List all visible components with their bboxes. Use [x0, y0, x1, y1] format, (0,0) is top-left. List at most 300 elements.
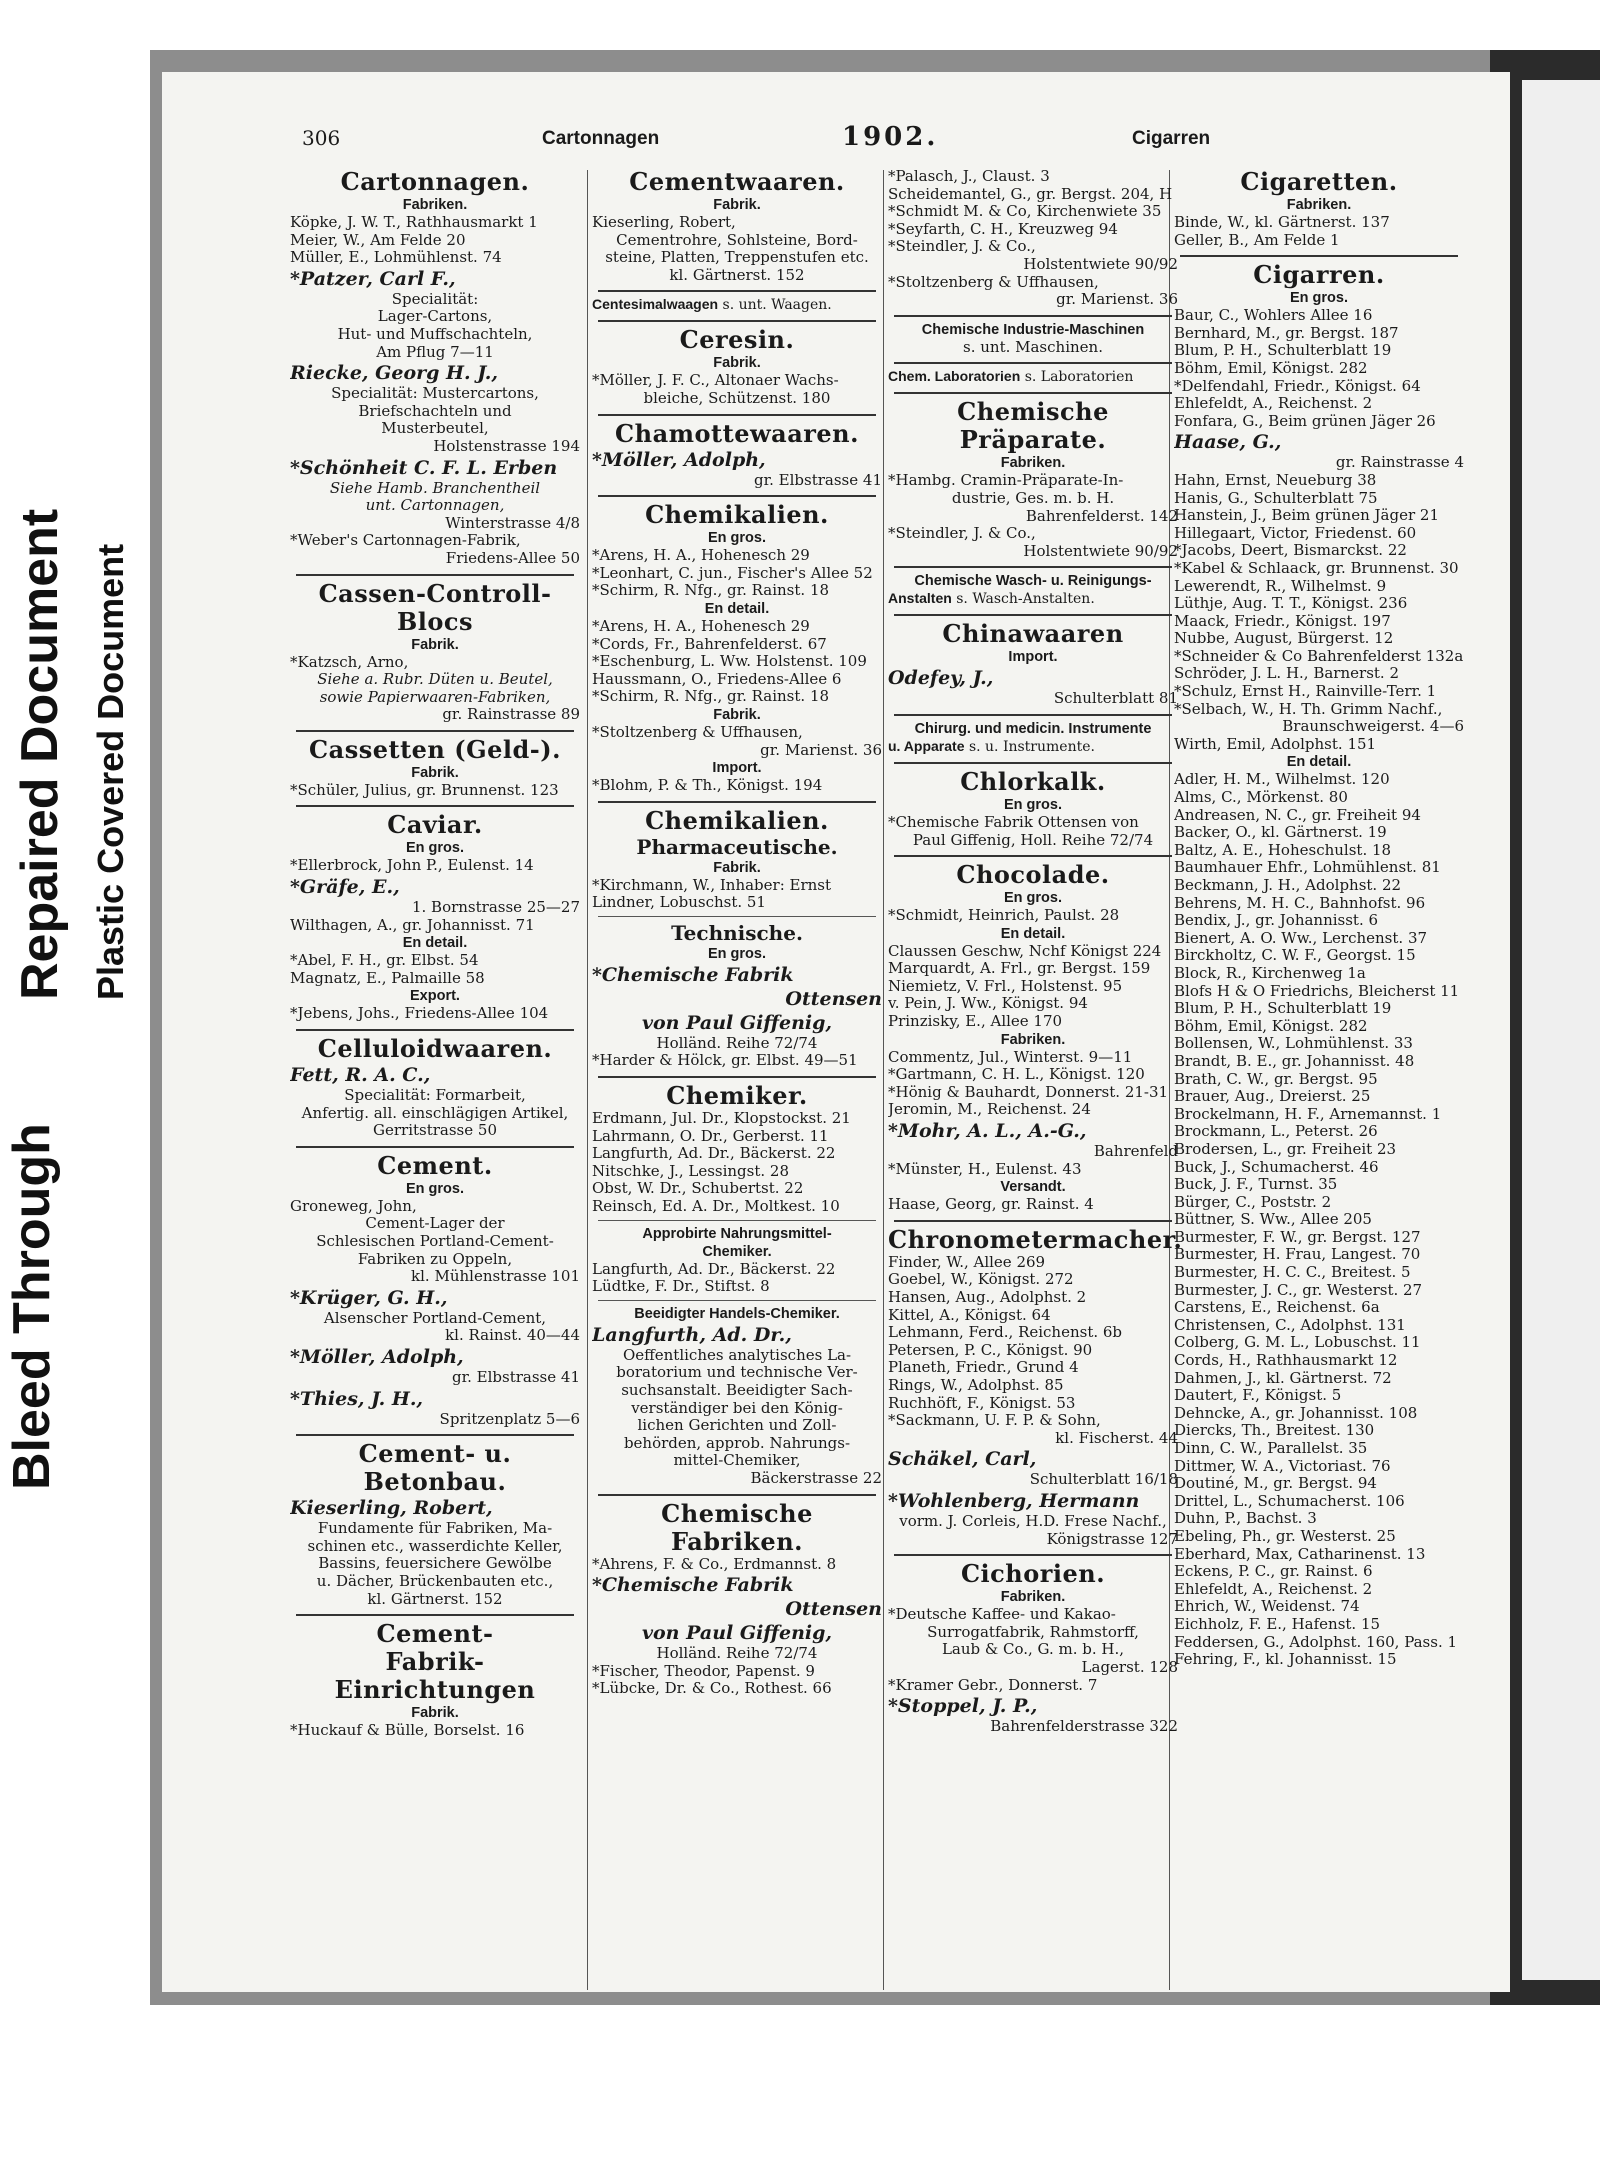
listing-entry: Müller, E., Lohmühlenst. 74 [290, 249, 502, 267]
subheading: Fabrik. [411, 1705, 459, 1722]
section-rule [598, 320, 876, 322]
listing-entry: Hanstein, J., Beim grünen Jäger 21 [1174, 507, 1439, 525]
subheading: En detail. [1000, 925, 1066, 942]
listing-entry: Bienert, A. O. Ww., Lerchenst. 37 [1174, 929, 1428, 947]
listing-entry: Magnatz, E., Palmaille 58 [290, 969, 485, 987]
listing-entry: Ehlefeldt, A., Reichenst. 2 [1174, 395, 1373, 413]
subheading: En gros. [1289, 290, 1348, 307]
listing-entry: Doutiné, M., gr. Bergst. 94 [1174, 1475, 1377, 1493]
listing-entry: Geller, B., Am Felde 1 [1174, 231, 1340, 249]
listing-entry: *Ellerbrock, John P., Eulenst. 14 [290, 857, 534, 875]
listing-entry: Reinsch, Ed. A. Dr., Moltkest. 10 [592, 1198, 840, 1216]
featured-entry: *Krüger, G. H., [290, 1286, 448, 1309]
listing-entry: Brodersen, L., gr. Freiheit 23 [1174, 1140, 1397, 1158]
listing-entry: Andreasen, N. C., gr. Freiheit 94 [1174, 806, 1421, 824]
section-title: Cartonnagen. [340, 167, 530, 196]
listing-detail: schinen etc., wasserdichte Keller, [307, 1537, 563, 1555]
side-annotation [0, 0, 150, 2000]
listing-entry: *Blohm, P. & Th., Königst. 194 [592, 777, 823, 795]
subheading: Fabriken. [1000, 1589, 1066, 1606]
featured-entry: *Thies, J. H., [290, 1387, 424, 1410]
listing-entry: Cords, H., Rathhausmarkt 12 [1174, 1352, 1398, 1370]
subheading: Fabriken. [1000, 455, 1066, 472]
listing-entry: Christensen, C., Adolphst. 131 [1174, 1316, 1406, 1334]
listing-entry: *Kirchmann, W., Inhaber: Ernst [592, 876, 832, 894]
listing-address: Holstenstrasse 194 [433, 437, 580, 455]
subheading: Fabrik. [713, 197, 761, 213]
listing-detail: verständiger bei den König- [631, 1399, 843, 1417]
listing-note: Siehe a. Rubr. Düten u. Beutel, [317, 671, 553, 689]
listing-entry: Eichholz, F. E., Hafenst. 15 [1174, 1615, 1381, 1633]
section-title: Celluloidwaaren. [317, 1034, 553, 1064]
listing-entry: Carstens, E., Reichenst. 6a [1174, 1299, 1380, 1317]
listing-entry: Langfurth, Ad. Dr., Bäckerst. 22 [592, 1145, 836, 1163]
listing-entry: Jeromin, M., Reichenst. 24 [888, 1101, 1091, 1119]
listing-detail: bleiche, Schützenst. 180 [643, 389, 831, 407]
listing-entry: *Palasch, J., Claust. 3 [888, 168, 1050, 185]
reference-target: s. Laboratorien [1020, 369, 1134, 386]
listing-address: kl. Rainst. 40—44 [445, 1327, 580, 1345]
reference-heading: Anstalten [888, 590, 952, 607]
subheading: En gros. [405, 840, 464, 857]
featured-entry: *Mohr, A. L., A.-G., [888, 1120, 1087, 1143]
subheading: En gros. [1003, 890, 1062, 907]
subheading: Import. [1008, 649, 1058, 666]
listing-address: Holstentwiete 90/92 [1023, 542, 1178, 560]
column-divider [587, 170, 588, 1990]
subheading: Versandt. [1000, 1179, 1066, 1196]
featured-entry: Kieserling, Robert, [290, 1497, 493, 1520]
listing-entry: Brockelmann, H. F., Arnemannst. 1 [1174, 1105, 1442, 1123]
subheading: Chirurg. und medicin. Instrumente [914, 720, 1152, 737]
listing-entry: Dautert, F., Königst. 5 [1174, 1387, 1342, 1405]
listing-entry: Feddersen, G., Adolphst. 160, Pass. 1 [1174, 1633, 1458, 1651]
listing-detail: dustrie, Ges. m. b. H. [951, 489, 1115, 507]
section-rule [894, 714, 1172, 716]
listing-entry: Ehrich, W., Weidenst. 74 [1174, 1598, 1360, 1616]
section-rule [894, 855, 1172, 857]
listing-entry: *Cords, Fr., Bahrenfelderst. 67 [592, 635, 827, 653]
listing-entry: Nubbe, August, Bürgerst. 12 [1174, 630, 1394, 648]
subsection-rule [598, 916, 876, 917]
listing-address: gr. Elbstrasse 41 [452, 1368, 580, 1386]
subheading: Fabrik. [713, 859, 761, 876]
section-rule [296, 574, 574, 576]
subheading: Import. [712, 760, 762, 777]
listing-address: gr. Elbstrasse 41 [754, 471, 882, 489]
section-rule [598, 1076, 876, 1078]
listing-entry: *Arens, H. A., Hohenesch 29 [592, 547, 810, 565]
listing-detail: boratorium und technische Ver- [616, 1364, 858, 1382]
subheading: Chemische Wasch- u. Reinigungs- [914, 573, 1152, 590]
listing-address: Winterstrasse 4/8 [445, 514, 580, 532]
listing-detail: Schlesischen Portland-Cement- [316, 1233, 554, 1250]
listing-entry: Behrens, M. H. C., Bahnhofst. 96 [1174, 894, 1426, 912]
page-header [162, 122, 1510, 162]
listing-detail: Specialität: Formarbeit, [344, 1087, 526, 1105]
featured-entry: von Paul Giffenig, [641, 1622, 833, 1645]
listing-entry: Dehncke, A., gr. Johannisst. 108 [1174, 1404, 1418, 1422]
section-title: Cement. [377, 1150, 493, 1180]
column-3 [888, 168, 1183, 1736]
listing-entry: *Arens, H. A., Hohenesch 29 [592, 617, 810, 635]
section-title: Caviar. [387, 810, 483, 840]
listing-detail: lichen Gerichten und Zoll- [637, 1417, 837, 1435]
page-number: 306 [302, 126, 341, 150]
listing-entry: Burmester, J. C., gr. Westerst. 27 [1174, 1281, 1423, 1299]
listing-entry: *Seyfarth, C. H., Kreuzweg 94 [888, 220, 1118, 238]
adjacent-page-edge [1522, 80, 1600, 1980]
listing-entry: Wirth, Emil, Adolphst. 151 [1174, 735, 1377, 753]
header-left-keyword: Cartonnagen [542, 128, 660, 149]
reference-heading: u. Apparate [888, 737, 965, 754]
listing-entry: *Schmidt M. & Co, Kirchenwiete 35 [888, 203, 1162, 221]
reference-target: s. u. Instrumente. [964, 738, 1095, 755]
cross-reference [888, 590, 1178, 608]
listing-entry: *Gartmann, C. H. L., Königst. 120 [888, 1066, 1145, 1084]
listing-entry: Diercks, Th., Breitest. 130 [1174, 1422, 1375, 1440]
reference-heading: Centesimalwaagen [592, 296, 719, 313]
section-rule [1180, 255, 1458, 257]
listing-entry: Böhm, Emil, Königst. 282 [1174, 1017, 1368, 1035]
document-page [162, 72, 1510, 1992]
section-title: Fabrik-Einrichtungen [334, 1647, 536, 1705]
listing-entry: *Leonhart, C. jun., Fischer's Allee 52 [592, 564, 873, 582]
column-4 [1174, 168, 1464, 1669]
listing-entry: Ebeling, Ph., gr. Westerst. 25 [1174, 1527, 1396, 1545]
subheading: Chemische Industrie-Maschinen [921, 321, 1145, 338]
listing-entry: Binde, W., kl. Gärtnerst. 137 [1174, 214, 1390, 231]
listing-entry: *Huckauf & Bülle, Borselst. 16 [290, 1722, 525, 1740]
listing-entry: *Katzsch, Arno, [290, 653, 409, 671]
listing-entry: *Münster, H., Eulenst. 43 [888, 1160, 1082, 1178]
listing-entry: *Schneider & Co Bahrenfelderst 132a [1174, 647, 1464, 665]
subheading: Fabrik. [411, 764, 459, 781]
listing-entry: *Jebens, Johs., Friedens-Allee 104 [290, 1005, 549, 1023]
cross-reference [888, 738, 1178, 756]
listing-address: Lagerst. 128 [1081, 1658, 1178, 1676]
listing-entry: Hanis, G., Schulterblatt 75 [1174, 489, 1378, 507]
listing-entry: Fehring, F., kl. Johannisst. 15 [1174, 1651, 1397, 1669]
listing-detail: Oeffentliches analytisches La- [622, 1346, 852, 1364]
section-rule [894, 566, 1172, 568]
section-title: Cement- [376, 1619, 494, 1649]
featured-entry: *Wohlenberg, Hermann [888, 1489, 1140, 1512]
listing-address: Schulterblatt 16/18 [1029, 1471, 1178, 1489]
featured-entry: *Chemische Fabrik [592, 1574, 794, 1597]
listing-detail: Paul Giffenig, Holl. Reihe 72/74 [912, 831, 1154, 849]
listing-entry: *Harder & Hölck, gr. Elbst. 49—51 [592, 1052, 858, 1070]
listing-entry: Adler, H. M., Wilhelmst. 120 [1174, 771, 1390, 789]
listing-address: gr. Rainstrasse 4 [1335, 454, 1464, 472]
listing-entry: *Chemische Fabrik Ottensen von [888, 813, 1139, 831]
listing-entry: Baltz, A. E., Hoheschulst. 18 [1174, 841, 1392, 859]
featured-entry: *Patzer, Carl F., [290, 267, 456, 290]
listing-address: Holstentwiete 90/92 [1023, 255, 1178, 273]
listing-address: kl. Fischerst. 44 [1055, 1429, 1178, 1447]
listing-detail: Specialität: [391, 290, 479, 308]
section-rule [296, 1434, 574, 1436]
listing-entry: *Schirm, R. Nfg., gr. Rainst. 18 [592, 582, 830, 600]
subheading: Export. [410, 988, 460, 1005]
subheading: En detail. [402, 935, 468, 952]
cross-reference [888, 368, 1178, 386]
featured-entry: Riecke, Georg H. J., [290, 362, 498, 385]
subheading: En detail. [1286, 754, 1352, 771]
listing-entry: Dinn, C. W., Parallelst. 35 [1174, 1440, 1368, 1457]
listing-entry: Hansen, Aug., Adolphst. 2 [888, 1289, 1087, 1306]
listing-entry: Lewerendt, R., Wilhelmst. 9 [1174, 577, 1387, 595]
section-subtitle: Technische. [671, 920, 803, 945]
listing-detail: Fundamente für Fabriken, Ma- [317, 1520, 553, 1538]
listing-address: Bäckerstrasse 22 [750, 1469, 882, 1487]
section-rule [296, 730, 574, 732]
listing-detail: Laub & Co., G. m. b. H., [941, 1641, 1125, 1659]
listing-entry: *Stoltzenberg & Uffhausen, [592, 723, 803, 741]
section-rule [296, 805, 574, 807]
listing-entry: Fonfara, G., Beim grünen Jäger 26 [1174, 412, 1436, 430]
listing-detail: suchsanstalt. Beeidigter Sach- [621, 1382, 853, 1399]
listing-entry: Erdmann, Jul. Dr., Klopstockst. 21 [592, 1110, 851, 1128]
header-year: 1902. [842, 122, 939, 152]
listing-detail: s. unt. Maschinen. [963, 338, 1103, 356]
listing-detail: Musterbeutel, [381, 420, 489, 438]
featured-entry: *Chemische Fabrik [592, 963, 794, 986]
listing-address: Schulterblatt 81 [1053, 690, 1178, 708]
listing-detail: mittel-Chemiker, [673, 1452, 801, 1470]
section-title: Chemiker. [666, 1081, 808, 1111]
listing-entry: *Selbach, W., H. Th. Grimm Nachf., [1174, 700, 1443, 718]
listing-entry: Burmester, H. Frau, Langest. 70 [1174, 1246, 1421, 1264]
listing-entry: Commentz, Jul., Winterst. 9—11 [888, 1048, 1133, 1066]
listing-entry: Beckmann, J. H., Adolphst. 22 [1174, 877, 1402, 894]
listing-address: Bahrenfeld [1093, 1143, 1178, 1161]
listing-entry: Blum, P. H., Schulterblatt 19 [1174, 1000, 1392, 1018]
listing-entry: Brath, C. W., gr. Bergst. 95 [1174, 1070, 1378, 1088]
subsection-rule [598, 1220, 876, 1221]
listing-entry: *Eschenburg, L. Ww. Holstenst. 109 [592, 653, 867, 671]
featured-entry: Odefey, J., [888, 667, 994, 690]
listing-entry: Duhn, P., Bachst. 3 [1174, 1510, 1317, 1528]
featured-entry: Ottensen [785, 987, 882, 1010]
section-rule [894, 762, 1172, 764]
listing-entry: Kittel, A., Königst. 64 [888, 1306, 1051, 1324]
listing-entry: Maack, Friedr., Königst. 197 [1174, 612, 1391, 630]
listing-entry: Blofs H & O Friedrichs, Bleicherst 11 [1174, 982, 1460, 1000]
listing-entry: Buck, J., Schumacherst. 46 [1174, 1158, 1379, 1176]
subheading: Beeidigter Handels-Chemiker. [634, 1305, 840, 1322]
featured-entry: *Stoppel, J. P., [888, 1695, 1038, 1718]
subheading: Fabrik. [411, 636, 459, 653]
listing-entry: Hahn, Ernst, Neueburg 38 [1174, 471, 1377, 489]
section-title: Cigaretten. [1240, 167, 1398, 196]
listing-entry: Bendix, J., gr. Johannisst. 6 [1174, 912, 1379, 930]
listing-entry: Baur, C., Wohlers Allee 16 [1174, 307, 1373, 325]
featured-entry: *Schönheit C. F. L. Erben [290, 456, 558, 479]
section-rule [894, 1220, 1172, 1222]
listing-entry: Buck, J. F., Turnst. 35 [1174, 1176, 1338, 1194]
column-divider [883, 170, 884, 1990]
listing-address: gr. Rainstrasse 89 [442, 706, 580, 724]
listing-entry: *Sackmann, U. F. P. & Sohn, [888, 1412, 1101, 1430]
listing-entry: Burmester, F. W., gr. Bergst. 127 [1174, 1228, 1421, 1246]
listing-detail: Surrogatfabrik, Rahmstorff, [927, 1623, 1139, 1641]
listing-entry: *Kabel & Schlaack, gr. Brunnenst. 30 [1174, 559, 1459, 577]
listing-detail: u. Dächer, Brückenbauten etc., [316, 1572, 554, 1590]
listing-entry: *Hambg. Cramin-Präparate-In- [888, 472, 1124, 490]
listing-entry: Eberhard, Max, Catharinenst. 13 [1174, 1545, 1426, 1563]
listing-entry: Eckens, P. C., gr. Rainst. 6 [1174, 1563, 1373, 1581]
listing-detail: Cementrohre, Sohlsteine, Bord- [616, 231, 858, 249]
featured-entry: *Möller, Adolph, [290, 1345, 464, 1368]
section-title: Cassen-Controll-Blocs [318, 578, 552, 636]
listing-entry: Goebel, W., Königst. 272 [888, 1271, 1074, 1289]
listing-entry: Brauer, Aug., Dreierst. 25 [1174, 1088, 1371, 1106]
subheading: Fabrik. [713, 706, 761, 723]
section-rule [598, 414, 876, 416]
listing-entry: Backer, O., kl. Gärtnerst. 19 [1174, 824, 1387, 842]
section-subtitle: Pharmaceutische. [636, 834, 838, 859]
listing-address: Königstrasse 127 [1046, 1530, 1178, 1548]
section-rule [894, 614, 1172, 616]
section-rule [598, 1494, 876, 1496]
listing-entry: Marquardt, A. Frl., gr. Bergst. 159 [888, 960, 1151, 978]
listing-entry: Rings, W., Adolphst. 85 [888, 1376, 1064, 1394]
listing-entry: Haussmann, O., Friedens-Allee 6 [592, 670, 842, 688]
listing-entry: Colberg, G. M. L., Lobuschst. 11 [1174, 1334, 1421, 1352]
listing-entry: Prinzisky, E., Allee 170 [888, 1013, 1063, 1031]
listing-detail: Hut- und Muffschachteln, [337, 325, 533, 343]
listing-entry: *Jacobs, Deert, Bismarckst. 22 [1174, 542, 1407, 560]
section-title: Cement- u. Betonbau. [358, 1439, 512, 1497]
section-rule [598, 801, 876, 803]
listing-entry: Finder, W., Allee 269 [888, 1253, 1046, 1271]
listing-entry: Niemietz, V. Frl., Holstenst. 95 [888, 977, 1123, 995]
reference-target: s. unt. Waagen. [718, 297, 832, 314]
subheading: En gros. [707, 945, 766, 962]
section-title: Cichorien. [960, 1559, 1106, 1589]
subheading: Chemiker. [702, 1243, 772, 1260]
subheading: En detail. [704, 600, 770, 617]
featured-entry: Langfurth, Ad. Dr., [592, 1323, 792, 1346]
listing-entry: Nitschke, J., Lessingst. 28 [592, 1162, 790, 1180]
listing-detail: Holländ. Reihe 72/74 [656, 1034, 818, 1052]
listing-entry: Blum, P. H., Schulterblatt 19 [1174, 342, 1392, 360]
listing-entry: *Stoltzenberg & Uffhausen, [888, 273, 1099, 291]
listing-entry: Dittmer, W. A., Victoriast. 76 [1174, 1457, 1391, 1475]
listing-entry: Claussen Geschw, Nchf Königst 224 [888, 942, 1162, 960]
listing-detail: Am Pflug 7—11 [376, 343, 494, 361]
listing-entry: *Delfendahl, Friedr., Königst. 64 [1174, 377, 1421, 395]
listing-entry: *Schulz, Ernst H., Rainville-Terr. 1 [1174, 683, 1437, 701]
section-title: Chocolade. [956, 860, 1110, 890]
listing-address: Friedens-Allee 50 [445, 549, 580, 567]
listing-note: sowie Papierwaaren-Fabriken, [319, 688, 551, 706]
listing-address: Bahrenfelderstrasse 322 [990, 1718, 1178, 1736]
section-title: Chemische Fabriken. [661, 1498, 813, 1556]
section-title: Chemikalien. [645, 805, 829, 835]
featured-entry: von Paul Giffenig, [641, 1011, 833, 1034]
listing-detail: Anfertig. all. einschlägigen Artikel, [301, 1104, 569, 1122]
listing-detail: Fabriken zu Oppeln, [357, 1250, 513, 1268]
section-title: Chronometermacher. [888, 1224, 1183, 1254]
listing-entry: Groneweg, John, [290, 1197, 417, 1215]
listing-entry: *Deutsche Kaffee- und Kakao- [888, 1606, 1116, 1624]
listing-entry: Brockmann, L., Peterst. 26 [1174, 1123, 1378, 1141]
listing-entry: *Möller, J. F. C., Altonaer Wachs- [592, 372, 839, 390]
listing-entry: *Lübcke, Dr. & Co., Rothest. 66 [592, 1680, 832, 1698]
subheading: En gros. [405, 1180, 464, 1197]
listing-entry: Lindner, Lobuschst. 51 [592, 894, 766, 912]
listing-entry: Lehmann, Ferd., Reichenst. 6b [888, 1324, 1123, 1342]
listing-entry: *Abel, F. H., gr. Elbst. 54 [290, 952, 479, 970]
listing-entry: *Fischer, Theodor, Papenst. 9 [592, 1662, 815, 1680]
listing-address: Bahrenfelderst. 142 [1025, 507, 1178, 525]
listing-entry: Ruchhöft, F., Königst. 53 [888, 1394, 1076, 1412]
section-rule [296, 1146, 574, 1148]
listing-detail: behörden, approb. Nahrungs- [623, 1434, 851, 1452]
section-rule [894, 392, 1172, 394]
listing-entry: Ehlefeldt, A., Reichenst. 2 [1174, 1580, 1373, 1598]
section-title: Chinawaaren [942, 619, 1124, 649]
featured-entry: Fett, R. A. C., [290, 1064, 431, 1087]
featured-entry: *Gräfe, E., [290, 876, 400, 899]
listing-detail: kl. Gärtnerst. 152 [669, 266, 805, 284]
listing-entry: *Ahrens, F. & Co., Erdmannst. 8 [592, 1555, 837, 1573]
listing-detail: steine, Platten, Treppenstufen etc. [605, 249, 869, 267]
section-title: Chamottewaaren. [615, 418, 859, 448]
subheading: Fabriken. [1000, 1031, 1066, 1048]
listing-entry: *Schüler, Julius, gr. Brunnenst. 123 [290, 781, 559, 799]
listing-entry: *Hönig & Bauhardt, Donnerst. 21-31 [888, 1083, 1169, 1101]
featured-entry: *Möller, Adolph, [592, 448, 766, 471]
section-title: Cementwaaren. [629, 167, 845, 196]
listing-entry: Wilthagen, A., gr. Johannisst. 71 [290, 916, 535, 934]
listing-detail: Cement-Lager der [365, 1215, 505, 1233]
section-title: Cigarren. [1253, 260, 1385, 290]
listing-entry: Baumhauer Ehfr., Lohmühlenst. 81 [1174, 859, 1441, 877]
listing-detail: Briefschachteln und [358, 402, 512, 420]
listing-entry: Hillegaart, Victor, Friedenst. 60 [1174, 524, 1417, 542]
listing-entry: Petersen, P. C., Königst. 90 [888, 1341, 1093, 1359]
section-rule [894, 315, 1172, 317]
listing-address: gr. Marienst. 36 [1056, 291, 1178, 309]
subsection-rule [598, 1300, 876, 1301]
listing-address: gr. Marienst. 36 [760, 741, 882, 759]
label-repaired-document: Repaired Document [11, 508, 69, 1000]
listing-entry: *Schirm, R. Nfg., gr. Rainst. 18 [592, 688, 830, 706]
listing-entry: Birckholtz, C. W. F., Georgst. 15 [1174, 947, 1416, 965]
listing-entry: Schröder, J. L. H., Barnerst. 2 [1174, 665, 1399, 683]
label-plastic-covered: Plastic Covered Document [90, 543, 131, 1000]
listing-entry: Planeth, Friedr., Grund 4 [888, 1359, 1079, 1377]
listing-entry: Alms, C., Mörkenst. 80 [1174, 789, 1348, 807]
section-title: Chemische Präparate. [957, 397, 1109, 455]
section-rule [296, 1029, 574, 1031]
listing-entry: Brandt, B. E., gr. Johannisst. 48 [1174, 1052, 1415, 1070]
listing-entry: Dahmen, J., kl. Gärtnerst. 72 [1174, 1369, 1392, 1387]
listing-entry: *Steindler, J. & Co., [888, 525, 1036, 543]
label-bleed-through: Bleed Through [3, 1123, 61, 1490]
listing-address: kl. Mühlenstrasse 101 [411, 1268, 580, 1286]
featured-entry: Haase, G., [1174, 431, 1282, 454]
featured-entry: Schäkel, Carl, [888, 1448, 1037, 1471]
listing-detail: vorm. J. Corleis, H.D. Frese Nachf., [899, 1512, 1167, 1530]
section-title: Cassetten (Geld-). [309, 734, 561, 764]
listing-entry: Burmester, H. C. C., Breitest. 5 [1174, 1264, 1411, 1282]
listing-entry: Bollensen, W., Lohmühlenst. 33 [1174, 1035, 1413, 1053]
subheading: Fabriken. [1286, 197, 1352, 213]
